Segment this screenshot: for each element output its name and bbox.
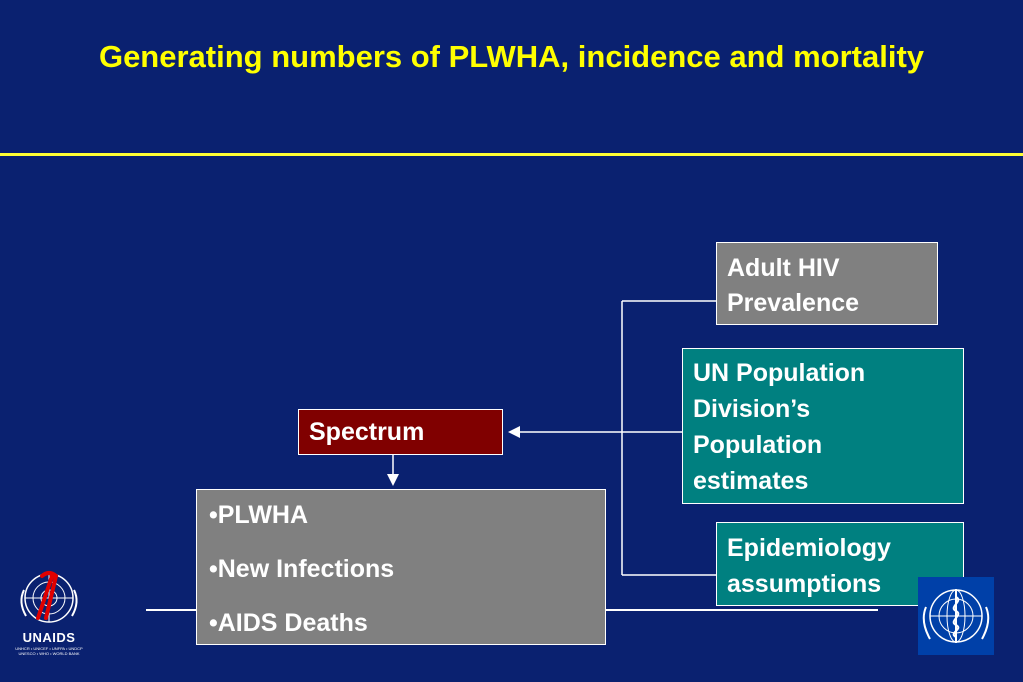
output-plwha: •PLWHA — [209, 501, 309, 529]
un-pop-line-2: Division’s — [693, 395, 811, 423]
who-emblem-icon — [918, 577, 994, 655]
outputs-box — [196, 489, 606, 645]
unaids-logo — [12, 568, 86, 660]
un-pop-line-4: estimates — [693, 467, 809, 495]
un-population-estimates-box — [682, 348, 964, 504]
title-divider — [0, 153, 1023, 156]
adult-hiv-line-1: Adult HIV — [727, 254, 840, 282]
output-aids-deaths: •AIDS Deaths — [209, 609, 368, 637]
slide-title: Generating numbers of PLWHA, incidence and mortality — [98, 39, 925, 74]
cosponsors-line-2: UNESCO • WHO • WORLD BANK — [18, 651, 80, 656]
un-ribbon-emblem-icon — [12, 568, 86, 630]
output-new-infections: •New Infections — [209, 555, 395, 583]
adult-hiv-prevalence-box — [716, 242, 938, 325]
epi-line-2: assumptions — [727, 570, 882, 598]
cosponsors-line-1: UNHCR • UNICEF • UNFPA • UNDCP — [15, 646, 83, 651]
spectrum-label: Spectrum — [309, 418, 425, 446]
adult-hiv-line-2: Prevalence — [727, 289, 860, 317]
epi-line-1: Epidemiology — [727, 534, 891, 562]
unaids-wordmark: UNAIDS — [22, 630, 76, 645]
unaids-cosponsors — [12, 646, 86, 656]
un-pop-line-3: Population — [693, 431, 823, 459]
who-logo — [918, 577, 994, 655]
un-pop-line-1: UN Population — [693, 359, 866, 387]
spectrum-model-box — [298, 409, 503, 455]
